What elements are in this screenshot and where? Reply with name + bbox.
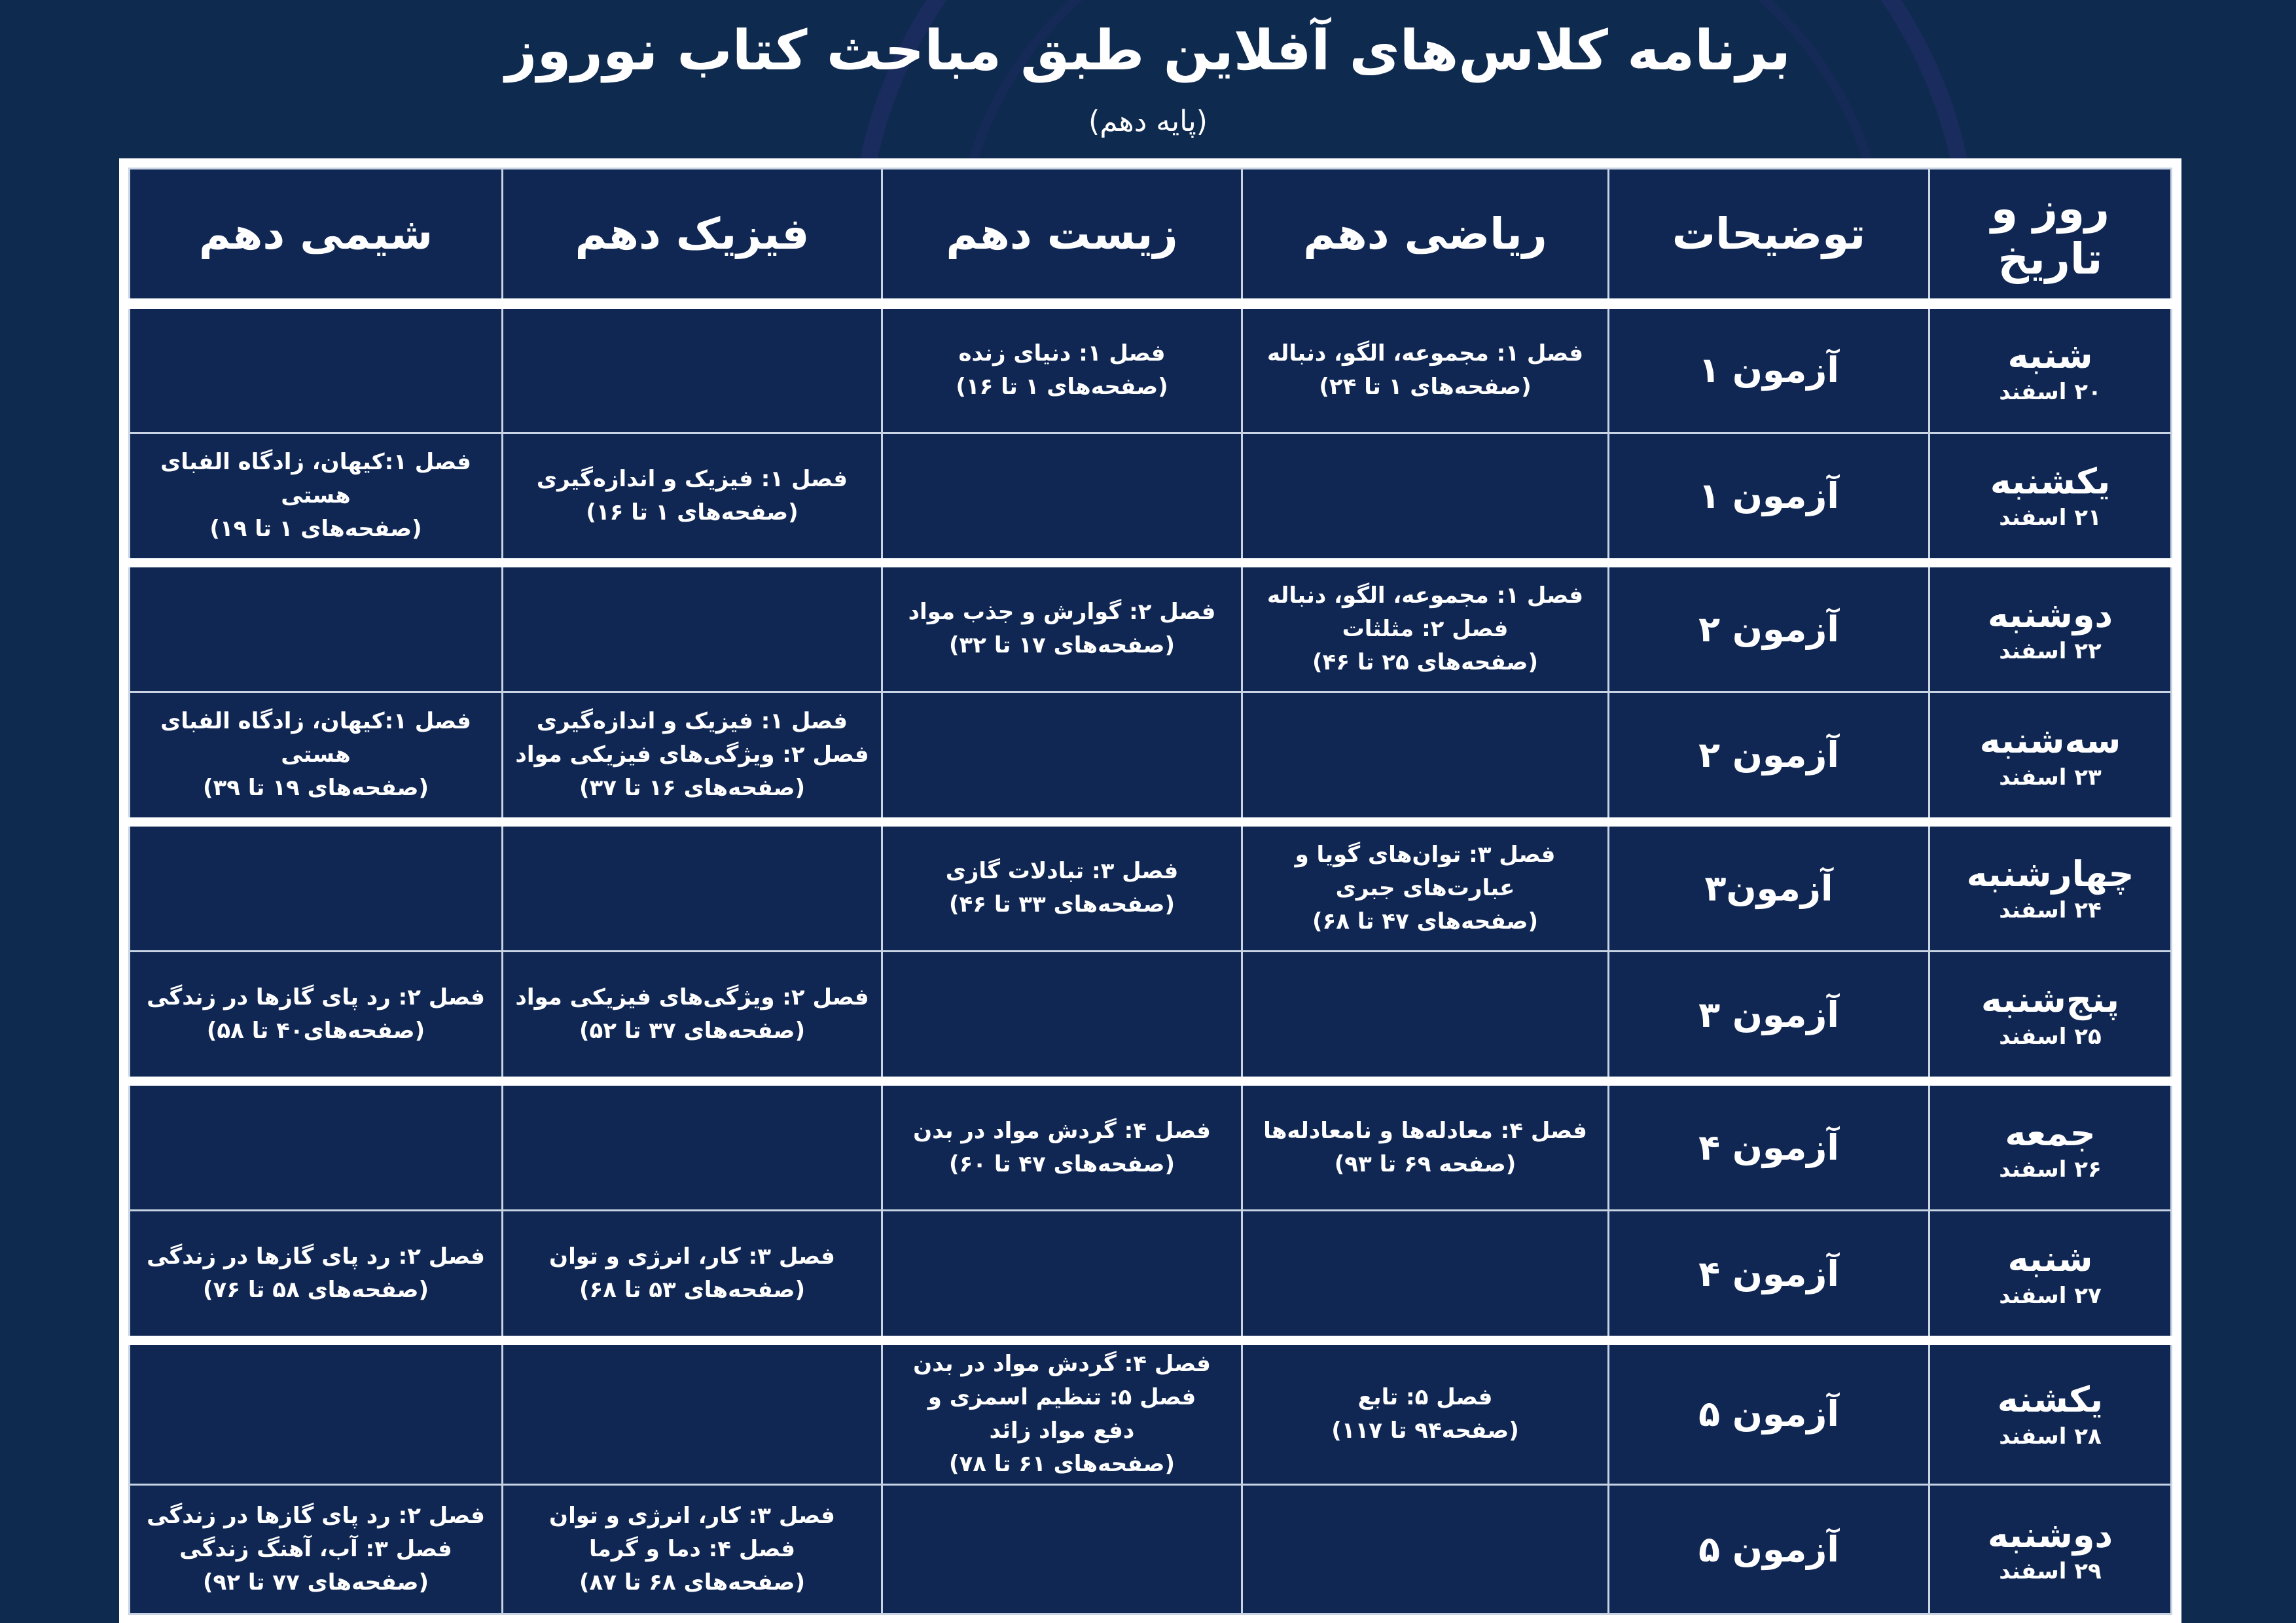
date-text: ۲۴ اسفند bbox=[1999, 897, 2102, 924]
biology-cell bbox=[882, 692, 1242, 822]
physics-cell: فصل ۳: کار، انرژی و توان (صفحه‌های ۵۳ تا ۶۸) bbox=[503, 1211, 882, 1340]
table-row bbox=[130, 1484, 2172, 1614]
header-day-date: روز و تاریخ bbox=[1929, 169, 2172, 304]
physics-cell bbox=[503, 304, 882, 433]
biology-cell: فصل ۴: گردش مواد در بدن فصل ۵: تنظیم اسمزی و دفع مواد زائد (صفحه‌های ۶۱ تا ۷۸) bbox=[882, 1340, 1242, 1485]
day-date-cell bbox=[1929, 1484, 2172, 1614]
day-date-cell bbox=[1929, 304, 2172, 433]
biology-cell bbox=[882, 433, 1242, 563]
header-description: توضیحات bbox=[1609, 169, 1929, 304]
day-date-cell bbox=[1929, 1211, 2172, 1340]
day-name: جمعه bbox=[2005, 1112, 2096, 1154]
day-date-cell bbox=[1929, 1081, 2172, 1211]
math-cell: فصل ۴: معادله‌ها و نامعادله‌ها (صفحه ۶۹ تا ۹۳) bbox=[1242, 1081, 1609, 1211]
description-cell: آزمون ۲ bbox=[1609, 692, 1929, 822]
day-name: شنبه bbox=[2007, 334, 2093, 376]
physics-cell bbox=[503, 563, 882, 692]
physics-cell bbox=[503, 1340, 882, 1485]
biology-cell: فصل ۱: دنیای زنده (صفحه‌های ۱ تا ۱۶) bbox=[882, 304, 1242, 433]
physics-cell: فصل ۲: ویژگی‌های فیزیکی مواد (صفحه‌های ۳۷ تا ۵۲) bbox=[503, 952, 882, 1081]
date-text: ۲۹ اسفند bbox=[1999, 1558, 2102, 1585]
chemistry-cell: فصل ۱:کیهان، زادگاه الفبای هستی (صفحه‌های ۱ تا ۱۹) bbox=[130, 433, 503, 563]
math-cell: فصل ۳: توان‌های گویا و عبارت‌های جبری (صفحه‌های ۴۷ تا ۶۸) bbox=[1242, 822, 1609, 952]
math-cell bbox=[1242, 952, 1609, 1081]
header-math: ریاضی دهم bbox=[1242, 169, 1609, 304]
date-text: ۲۵ اسفند bbox=[1999, 1023, 2102, 1050]
day-name: شنبه bbox=[2007, 1238, 2093, 1280]
day-name: یکشنبه bbox=[1990, 460, 2111, 502]
math-cell bbox=[1242, 433, 1609, 563]
day-name: چهارشنبه bbox=[1966, 853, 2134, 895]
chemistry-cell: فصل ۲: رد پای گازها در زندگی (صفحه‌های ۵۸ تا ۷۶) bbox=[130, 1211, 503, 1340]
physics-cell: فصل ۱: فیزیک و اندازه‌گیری فصل ۲: ویژگی‌های فیزیکی مواد (صفحه‌های ۱۶ تا ۳۷) bbox=[503, 692, 882, 822]
table-row bbox=[130, 822, 2172, 952]
date-text: ۲۲ اسفند bbox=[1999, 638, 2102, 665]
table-row bbox=[130, 1211, 2172, 1340]
biology-cell bbox=[882, 1211, 1242, 1340]
date-text: ۲۳ اسفند bbox=[1999, 764, 2102, 791]
math-cell bbox=[1242, 692, 1609, 822]
biology-cell: فصل ۴: گردش مواد در بدن (صفحه‌های ۴۷ تا ۶۰) bbox=[882, 1081, 1242, 1211]
table-row bbox=[130, 1081, 2172, 1211]
chemistry-cell bbox=[130, 1340, 503, 1485]
day-name: دوشنبه bbox=[1987, 1514, 2113, 1556]
biology-cell: فصل ۲: گوارش و جذب مواد (صفحه‌های ۱۷ تا ۳۲) bbox=[882, 563, 1242, 692]
header-physics: فیزیک دهم bbox=[503, 169, 882, 304]
date-text: ۲۷ اسفند bbox=[1999, 1282, 2102, 1309]
chemistry-cell bbox=[130, 822, 503, 952]
chemistry-cell: فصل ۲: رد پای گازها در زندگی فصل ۳: آب، آهنگ زندگی (صفحه‌های ۷۷ تا ۹۲) bbox=[130, 1484, 503, 1614]
biology-cell bbox=[882, 952, 1242, 1081]
math-cell: فصل ۵: تابع (صفحه‌۹۴ تا ۱۱۷) bbox=[1242, 1340, 1609, 1485]
date-text: ۲۰ اسفند bbox=[1999, 379, 2102, 406]
chemistry-cell: فصل ۲: رد پای گازها در زندگی (صفحه‌های۴۰ تا ۵۸) bbox=[130, 952, 503, 1081]
day-name: پنج‌شنبه bbox=[1981, 979, 2120, 1021]
description-cell: آزمون۳ bbox=[1609, 822, 1929, 952]
day-name: سه‌شنبه bbox=[1979, 720, 2121, 762]
chemistry-cell bbox=[130, 1081, 503, 1211]
date-text: ۲۶ اسفند bbox=[1999, 1156, 2102, 1183]
schedule-table bbox=[128, 168, 2172, 1615]
description-cell: آزمون ۴ bbox=[1609, 1081, 1929, 1211]
description-cell: آزمون ۵ bbox=[1609, 1484, 1929, 1614]
header-biology: زیست دهم bbox=[882, 169, 1242, 304]
day-date-cell bbox=[1929, 1340, 2172, 1485]
math-cell bbox=[1242, 1484, 1609, 1614]
description-cell: آزمون ۴ bbox=[1609, 1211, 1929, 1340]
physics-cell bbox=[503, 822, 882, 952]
day-date-cell bbox=[1929, 692, 2172, 822]
biology-cell: فصل ۳: تبادلات گازی (صفحه‌های ۳۳ تا ۴۶) bbox=[882, 822, 1242, 952]
header-chemistry: شیمی دهم bbox=[130, 169, 503, 304]
table-row bbox=[130, 563, 2172, 692]
page-title: برنامه کلاس‌های آفلاین طبق مباحث کتاب نوروز bbox=[505, 18, 1791, 82]
date-text: ۲۸ اسفند bbox=[1999, 1423, 2102, 1450]
day-name: یکشنه bbox=[1997, 1379, 2104, 1421]
description-cell: آزمون ۳ bbox=[1609, 952, 1929, 1081]
description-cell: آزمون ۱ bbox=[1609, 304, 1929, 433]
table-row bbox=[130, 433, 2172, 563]
day-date-cell bbox=[1929, 822, 2172, 952]
table-row bbox=[130, 1340, 2172, 1485]
day-date-cell bbox=[1929, 563, 2172, 692]
physics-cell: فصل ۳: کار، انرژی و توان فصل ۴: دما و گرما (صفحه‌های ۶۸ تا ۸۷) bbox=[503, 1484, 882, 1614]
day-name: دوشنبه bbox=[1987, 594, 2113, 635]
day-date-cell bbox=[1929, 433, 2172, 563]
physics-cell: فصل ۱: فیزیک و اندازه‌گیری (صفحه‌های ۱ تا ۱۶) bbox=[503, 433, 882, 563]
math-cell: فصل ۱: مجموعه، الگو، دنباله (صفحه‌های ۱ تا ۲۴) bbox=[1242, 304, 1609, 433]
table-row bbox=[130, 304, 2172, 433]
description-cell: آزمون ۵ bbox=[1609, 1340, 1929, 1485]
day-date-cell bbox=[1929, 952, 2172, 1081]
header-row bbox=[130, 169, 2172, 304]
math-cell bbox=[1242, 1211, 1609, 1340]
page-subtitle: (پایه دهم) bbox=[1088, 105, 1208, 138]
chemistry-cell bbox=[130, 304, 503, 433]
description-cell: آزمون ۱ bbox=[1609, 433, 1929, 563]
table-row bbox=[130, 692, 2172, 822]
biology-cell bbox=[882, 1484, 1242, 1614]
date-text: ۲۱ اسفند bbox=[1999, 505, 2102, 531]
physics-cell bbox=[503, 1081, 882, 1211]
chemistry-cell: فصل ۱:کیهان، زادگاه الفبای هستی (صفحه‌های ۱۹ تا ۳۹) bbox=[130, 692, 503, 822]
table-row bbox=[130, 952, 2172, 1081]
description-cell: آزمون ۲ bbox=[1609, 563, 1929, 692]
chemistry-cell bbox=[130, 563, 503, 692]
math-cell: فصل ۱: مجموعه، الگو، دنباله فصل ۲: مثلثات (صفحه‌های ۲۵ تا ۴۶) bbox=[1242, 563, 1609, 692]
